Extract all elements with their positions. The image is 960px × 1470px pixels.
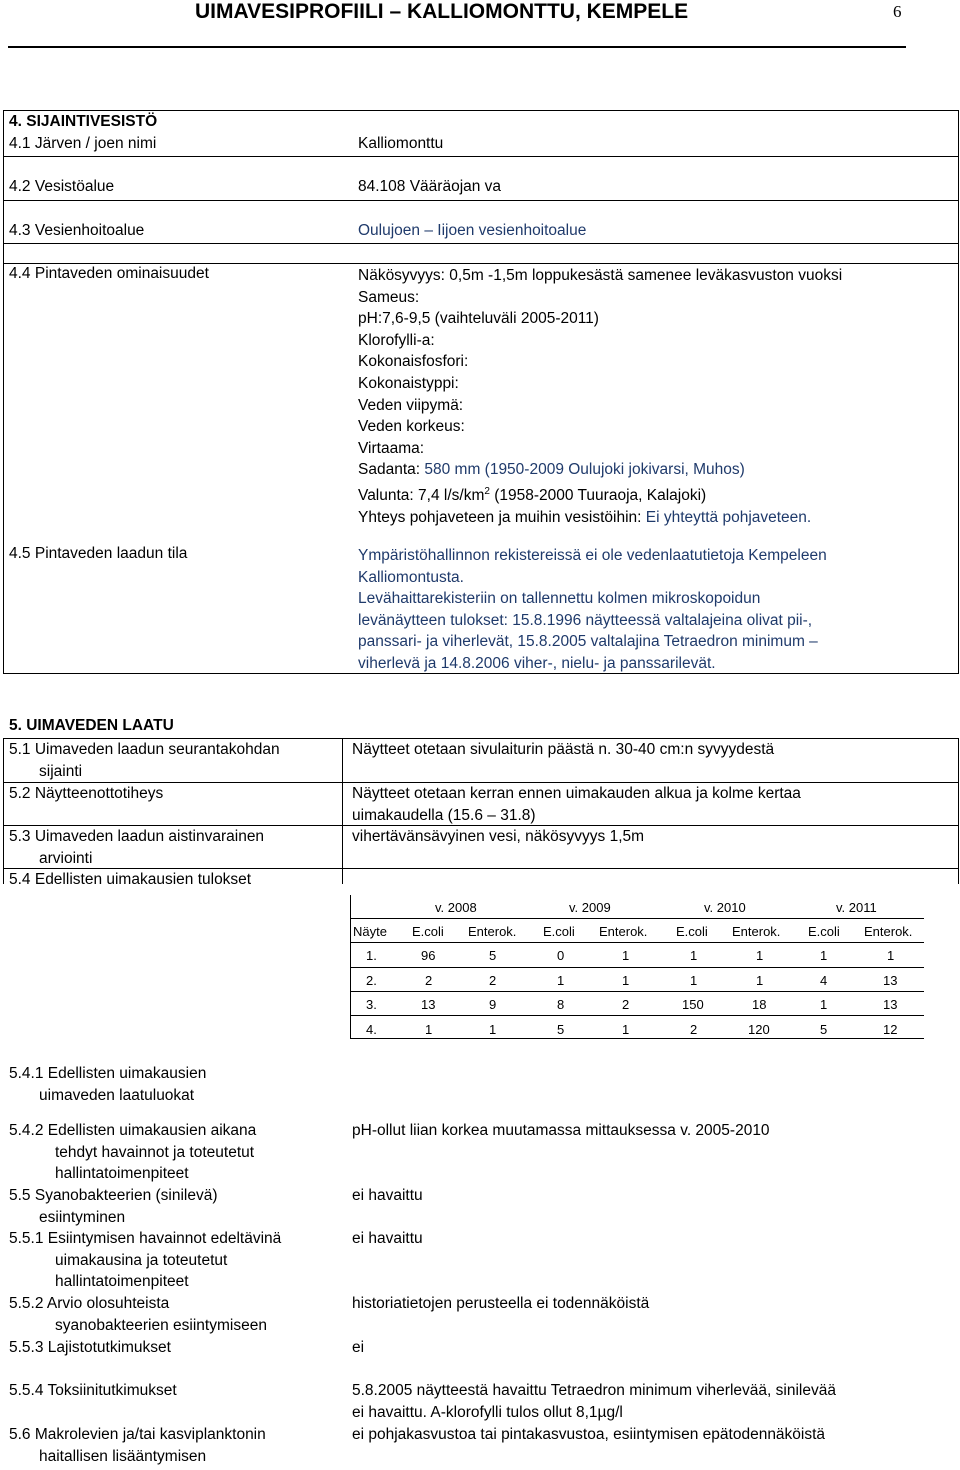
label-species-studies: 5.5.3 Lajistotutkimukset [9,1339,171,1356]
sadanta-line: Sadanta: 580 mm (1950-2009 Oulujoki jokivarsi, Muhos) [358,461,745,479]
table-cell: 1 [690,948,698,963]
column-header: E.coli [543,924,575,939]
quality-text: Ympäristöhallinnon rekistereissä ei ole vedenlaatutietoja Kempeleen Kalliomontusta. Levähaittarekisteriin on tallennettu kolmen mikroskopoidun levänäytteen tulokset: 15.8.1996 näytteessä valtalajeina olivat pii-, panssari- ja viherlevät, 15.8.2005 valtalajina Tetraedron minimum – viherlevä ja 14.8.2006 viher-, nielu- ja panssarilevät. [358,547,827,672]
label-previous-occurrence: 5.5.1 Esiintymisen havainnot edeltävinä uimakausina ja toteutetut hallintatoimenpiteet [9,1230,282,1291]
table-cell: 2 [690,1022,698,1037]
property-line: Kokonaisfosfori: [358,353,469,371]
table-cell: 120 [748,1022,770,1037]
table-cell: 1. [366,948,377,963]
table-cell: 13 [883,973,898,988]
value-previous-occurrence: ei havaittu [352,1230,423,1247]
table-cell: 3. [366,997,377,1012]
table-cell: 1 [622,1022,630,1037]
header-rule [8,46,906,48]
label-properties: 4.4 Pintaveden ominaisuudet [9,265,209,282]
label-conditions-assessment: 5.5.2 Arvio olosuhteista syanobakteerien esiintymiseen [9,1295,267,1334]
label-river-basin: 4.3 Vesienhoitoalue [9,222,145,239]
table-cell: 1 [756,973,764,988]
value-lake-name: Kalliomonttu [358,135,444,152]
label-cyanobacteria: 5.5 Syanobakteerien (sinilevä) esiintyminen [9,1187,218,1226]
properties-list [358,265,842,528]
column-header: E.coli [676,924,708,939]
document-title: UIMAVESIPROFIILI – KALLIOMONTTU, KEMPELE [195,0,689,23]
table-cell: 1 [820,997,828,1012]
value-monitoring-site: Näytteet otetaan sivulaiturin päästä n. 30-40 cm:n syvyydestä [352,741,775,758]
table-cell: 1 [557,973,565,988]
value-river-basin: Oulujoen – Iijoen vesienhoitoalue [358,222,587,239]
value-cyanobacteria: ei havaittu [352,1187,423,1204]
label-catchment: 4.2 Vesistöalue [9,178,115,195]
value-observations: pH-ollut liian korkea muutamassa mittauksessa v. 2005-2010 [352,1122,770,1139]
label-sensory-assessment: 5.3 Uimaveden laadun aistinvarainen arviointi [9,828,265,867]
table-cell: 18 [752,997,767,1012]
label-observations: 5.4.2 Edellisten uimakausien aikana tehdyt havainnot ja toteutetut hallintatoimenpiteet [9,1122,257,1183]
property-line: pH:7,6-9,5 (vaihteluväli 2005-2011) [358,310,599,328]
table-cell: 1 [622,948,630,963]
column-divider [342,738,343,884]
column-header: Näyte [353,924,387,939]
frame-right [958,738,959,884]
table-cell: 9 [489,997,497,1012]
table-cell: 1 [690,973,698,988]
table-cell: 12 [883,1022,898,1037]
value-catchment: 84.108 Vääräojan va [358,178,502,195]
column-header: E.coli [412,924,444,939]
value-toxin-studies: 5.8.2005 näytteestä havaittu Tetraedron minimum viherlevää, sinilevää ei havaittu. A-klorofylli tulos ollut 8,1µg/l [352,1382,836,1421]
results-table [350,895,924,1039]
table-cell: 5 [820,1022,828,1037]
page-number: 6 [893,2,902,21]
row-divider [3,156,959,157]
table-cell: 150 [682,997,704,1012]
property-line: Näkösyvyys: 0,5m -1,5m loppukesästä samenee leväkasvuston vuoksi [358,267,843,284]
label-quality: 4.5 Pintaveden laadun tila [9,545,188,562]
table-cell: 1 [425,1022,433,1037]
table-cell: 5 [489,948,497,963]
table-cell: 96 [421,948,436,963]
table-cell: 8 [557,997,565,1012]
column-header: E.coli [808,924,840,939]
table-cell: 5 [557,1022,565,1037]
table-cell: 1 [820,948,828,963]
column-header: Enterok. [599,924,648,939]
value-sampling-frequency: Näytteet otetaan kerran ennen uimakauden alkua ja kolme kertaa uimakaudella (15.6 – 31.8) [352,785,801,824]
table-cell: 1 [887,948,895,963]
property-line: Klorofylli-a: [358,331,435,349]
year-header: v. 2009 [569,900,611,915]
table-cell: 2 [425,973,433,988]
table-cell: 0 [557,948,565,963]
table-cell: 1 [622,973,630,988]
valunta-line: Valunta: 7,4 $l/s/km^2$ (1958-2000 Tuuraoja, Kalajoki) [358,485,707,505]
yhteys-line: Yhteys pohjaveteen ja muihin vesistöihin: Ei yhteyttä pohjaveteen. [358,508,812,526]
table-cell: 2. [366,973,377,988]
property-line: Kokonaistyppi: [358,374,459,392]
frame-left [3,738,4,884]
value-macroalgae: ei pohjakasvustoa tai pintakasvustoa, esiintymisen epätodennäköistä [352,1426,826,1443]
table-cell: 4 [820,973,828,988]
table-cell: 1 [489,1022,497,1037]
property-line: Sameus: [358,288,420,306]
label-quality-classes: 5.4.1 Edellisten uimakausien uimaveden laatuluokat [9,1065,207,1104]
value-conditions-assessment: historiatietojen perusteella ei todennäköistä [352,1295,650,1312]
row-divider [3,200,959,201]
label-monitoring-site: 5.1 Uimaveden laadun seurantakohdan sijainti [9,741,280,780]
row-divider [3,243,959,244]
label-sampling-frequency: 5.2 Näytteenottotiheys [9,785,164,802]
row-divider [3,263,959,264]
table-cell: 1 [756,948,764,963]
table-cell: 13 [421,997,436,1012]
property-line: Virtaama: [358,439,425,457]
table-cell: 4. [366,1022,377,1037]
value-species-studies: ei [352,1339,365,1356]
table-cell: 13 [883,997,898,1012]
year-header: v. 2011 [836,900,877,915]
label-toxin-studies: 5.5.4 Toksiinitutkimukset [9,1382,177,1399]
property-line: Veden korkeus: [358,418,465,436]
year-header: v. 2010 [704,900,746,915]
label-lake-name: 4.1 Järven / joen nimi [9,135,157,152]
column-header: Enterok. [732,924,781,939]
section5-heading: 5. UIMAVEDEN LAATU [9,717,174,734]
section4-heading: 4. SIJAINTIVESISTÖ [9,113,158,130]
column-header: Enterok. [864,924,913,939]
property-line: Veden viipymä: [358,396,464,414]
year-header: v. 2008 [435,900,477,915]
table-cell: 2 [622,997,630,1012]
label-macroalgae: 5.6 Makrolevien ja/tai kasviplanktonin haitallisen lisääntymisen [9,1426,266,1465]
table-cell: 2 [489,973,497,988]
column-header: Enterok. [468,924,517,939]
label-previous-results: 5.4 Edellisten uimakausien tulokset [9,871,252,888]
value-sensory-assessment: vihertävänsävyinen vesi, näkösyvyys 1,5m [352,828,645,845]
